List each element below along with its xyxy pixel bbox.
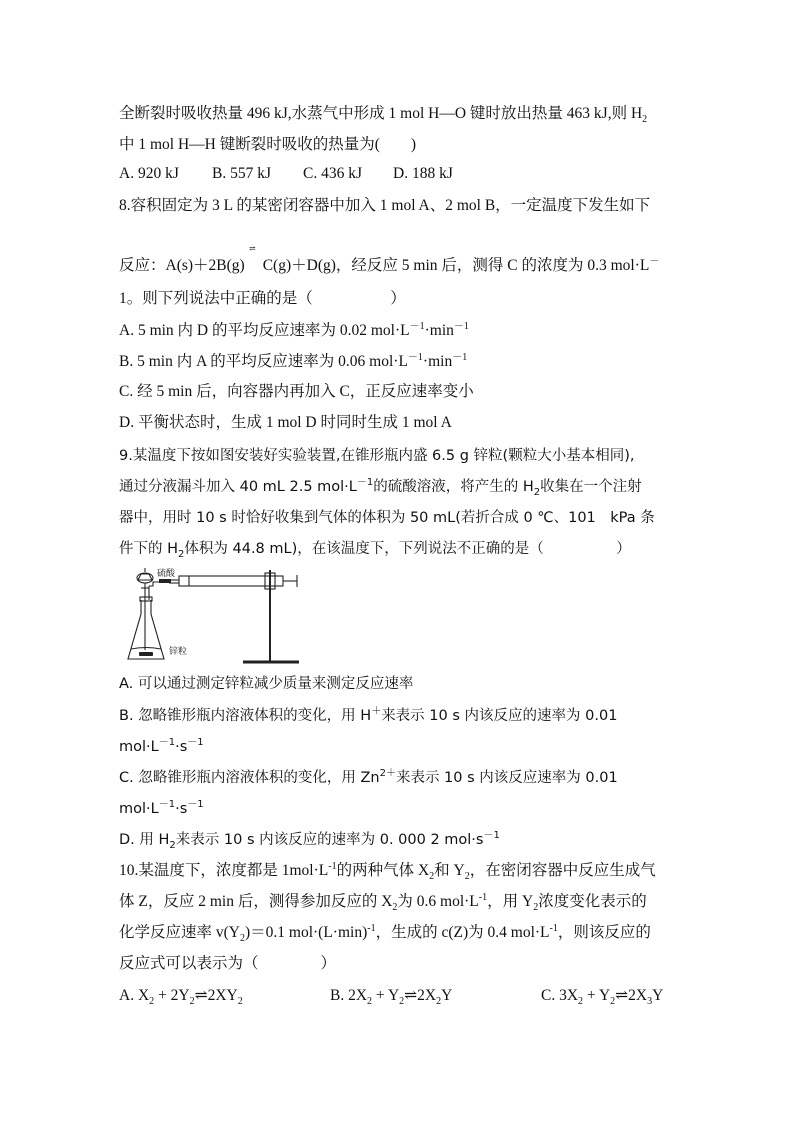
q10-stem-line-2: 体 Z，反应 2 min 后，测得参加反应的 $X_2$为 0.6 $mol\cdot L^{-1}$，用 $Y_2$浓度变化表示的: [119, 891, 647, 914]
q8-option-d[interactable]: D. 平衡状态时，生成 1 mol D 时同时生成 1 mol A: [119, 414, 452, 431]
zinc-granules: [139, 652, 153, 656]
q9-option-b-line-2: $mol\cdot L^{-1}\cdot s^{-1}$: [119, 737, 204, 755]
q9-option-d[interactable]: D. 用 $H_2$来表示 10 s 内该反应的速率为 0. 000 2 $mol\cdot s^{-1}$: [119, 830, 500, 851]
q10-options: [119, 986, 663, 1006]
q10-option-b[interactable]: B. $2X_2$ + $Y_2\rightleftharpoons 2X_2Y$: [330, 987, 453, 1008]
syringe-barrel: [179, 576, 283, 586]
q7-options: [119, 164, 453, 184]
q9-option-b-line-1[interactable]: B. 忽略锥形瓶内溶液体积的变化，用 H＋来表示 10 s 内该反应的速率为 0.01: [119, 706, 618, 724]
q10-stem-line-1: 10.某温度下，浓度都是 $1mol\cdot L^{-1}$的两种气体 $X_2$和 $Y_2$，在密闭容器中反应生成气: [119, 860, 656, 883]
label-sulfuric-acid: 硫酸: [157, 569, 176, 579]
q9-option-c-line-2: $mol\cdot L^{-1}\cdot s^{-1}$: [119, 799, 204, 817]
q9-stem-line-4: 件下的 $H_2$体积为 44.8 mL)，在该温度下，下列说法不正确的是（ ）: [119, 541, 631, 560]
tube-connector: [159, 579, 171, 583]
apparatus-figure: [119, 566, 319, 670]
q10-option-a[interactable]: A. $X_2$ + $2Y_2\rightleftharpoons 2XY_2$: [119, 987, 243, 1008]
q8-option-b[interactable]: B. 5 min 内 A 的平均反应速率为 0.06 $mol\cdot L^{-1}\cdot\min^{-1}$: [119, 351, 468, 370]
q8-stem-line-2: 反应：A(s)＋2B(g) C(g)＋D(g)，经反应 5 min 后，测得 C 的浓度为 0.3 mol·L－: [119, 255, 660, 274]
q7-text-line-2: 中 1 mol H—H 键断裂时吸收的热量为( ): [119, 136, 417, 153]
q8-option-a[interactable]: A. 5 min 内 D 的平均反应速率为 0.02 $mol\cdot L^{-1}\cdot\min^{-1}$: [119, 320, 469, 339]
q10-stem-line-4: 反应式可以表示为（ ）: [119, 955, 337, 972]
q8-stem-line-1: 8.容积固定为 3 L 的某密闭容器中加入 1 mol A、2 mol B，一定温度下发生如下: [119, 197, 651, 214]
q7-text-line-1: 全断裂时吸收热量 496 kJ,水蒸气中形成 1 mol H—O 键时放出热量 463 kJ,则 $H_2$: [119, 105, 648, 126]
q9-option-c-line-1[interactable]: C. 忽略锥形瓶内溶液体积的变化，用 $Zn^{2+}$来表示 10 s 内该反应速率为 0.01: [119, 768, 618, 786]
q7-option-b[interactable]: B. 557 kJ: [212, 165, 271, 182]
q8-stem-line-3: 1。则下列说法中正确的是（ ）: [119, 290, 406, 307]
q10-option-c[interactable]: C. $3X_2$ + $Y_2\rightleftharpoons 2X_3Y$: [541, 987, 664, 1008]
label-zinc: 锌粒: [169, 647, 188, 657]
q9-stem-line-1: 9.某温度下按如图安装好实验装置,在锥形瓶内盛 6.5 g 锌粒(颗粒大小基本相同),: [119, 448, 635, 464]
q7-option-c[interactable]: C. 436 kJ: [303, 165, 362, 182]
q9-option-a[interactable]: A. 可以通过测定锌粒减少质量来测定反应速率: [119, 676, 414, 692]
q9-stem-line-2: 通过分液漏斗加入 40 mL 2.5 $mol\cdot L^{-1}$的硫酸溶液，将产生的 $H_2$收集在一个注射: [119, 477, 642, 498]
conical-flask: [128, 600, 164, 659]
funnel-body: [138, 574, 152, 580]
q8-option-c[interactable]: C. 经 5 min 后，向容器内再加入 C，正反应速率变小: [119, 383, 474, 400]
q7-option-a[interactable]: A. 920 kJ: [119, 165, 179, 182]
q7-option-d[interactable]: D. 188 kJ: [393, 165, 453, 182]
q10-stem-line-3: 化学反应速率 $v(Y_2)=0.1$ $mol\cdot(L\cdot\min)^{-1}$，生成的 c(Z)为 0.4 $mol\cdot L^{-1}$，则该反应的: [119, 922, 651, 945]
equilibrium-arrow-icon: ⇌: [249, 244, 256, 253]
q9-stem-line-3: 器中，用时 10 s 时恰好收集到气体的体积为 50 mL(若折合成 0 ℃、101 kPa 条: [119, 510, 655, 526]
